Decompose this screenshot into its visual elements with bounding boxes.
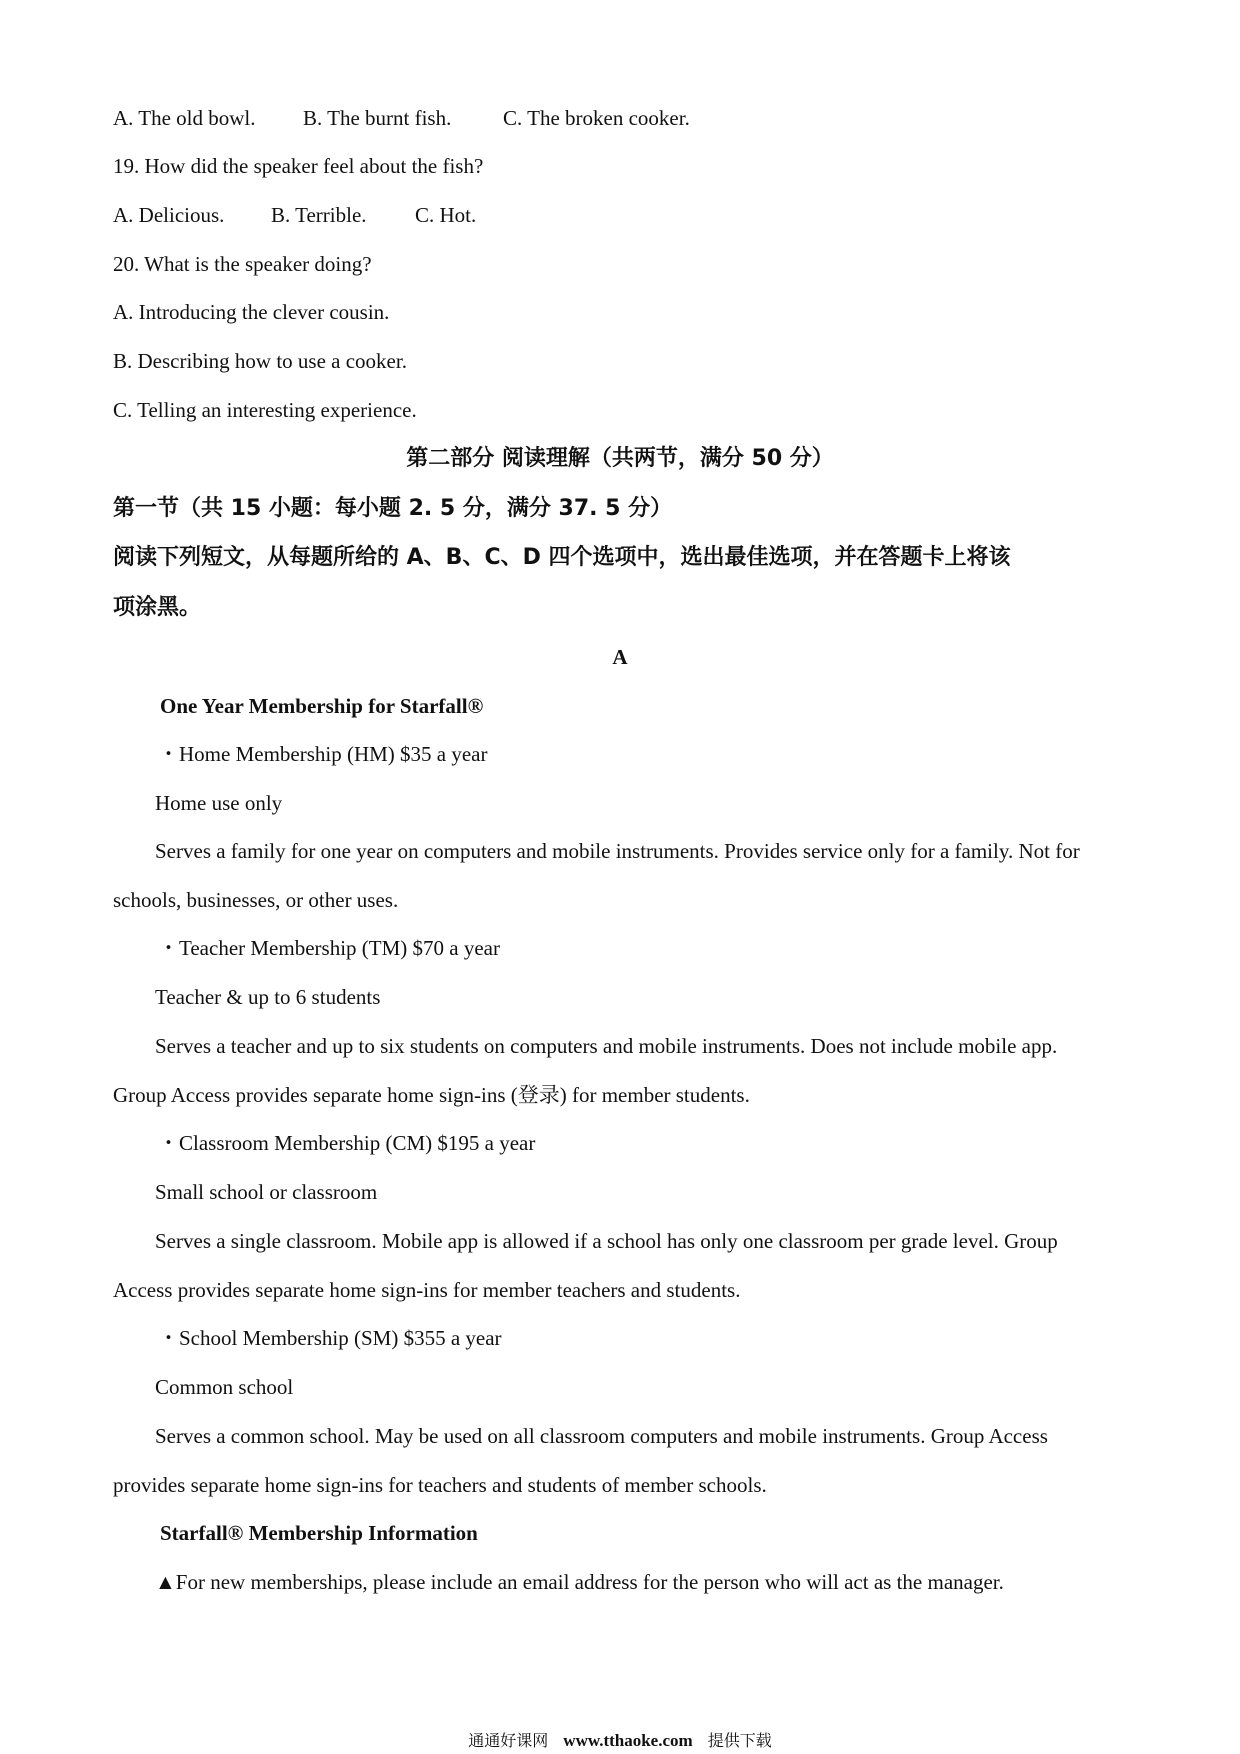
instruction-line-1: 阅读下列短文，从每题所给的 A、B、C、D 四个选项中，选出最佳选项，并在答题卡上将该 — [113, 545, 1011, 570]
footer-download-text: 提供下载 — [707, 1731, 772, 1750]
option-b: B. Terrible. — [271, 203, 367, 227]
page-footer — [0, 1728, 1240, 1751]
membership-title: ・Home Membership (HM) $35 a year — [158, 742, 488, 766]
option-a: A. Delicious. — [113, 203, 225, 227]
membership-desc-cont: Group Access provides separate home sign-ins (登录) for member students. — [113, 1083, 750, 1107]
section1-title: 第一节（共 15 小题：每小题 2. 5 分，满分 37. 5 分） — [113, 496, 673, 521]
question-20: 20. What is the speaker doing? — [113, 252, 372, 276]
q20-option-c: C. Telling an interesting experience. — [113, 398, 417, 422]
footer-url[interactable]: www.tthaoke.com — [563, 1731, 693, 1750]
membership-title: ・Teacher Membership (TM) $70 a year — [158, 936, 500, 960]
question-19: 19. How did the speaker feel about the fish? — [113, 154, 484, 178]
membership-desc-cont: schools, businesses, or other uses. — [113, 888, 399, 912]
passage-heading: One Year Membership for Starfall® — [160, 694, 484, 718]
membership-subtitle: Common school — [155, 1375, 294, 1399]
passage-label: A — [612, 645, 628, 669]
q19-options — [113, 201, 476, 229]
part2-title: 第二部分 阅读理解（共两节，满分 50 分） — [406, 446, 834, 471]
membership-desc: Serves a family for one year on computers and mobile instruments. Provides service only for a family. Not for — [155, 839, 1080, 863]
option-a: A. The old bowl. — [113, 106, 256, 130]
q20-option-a: A. Introducing the clever cousin. — [113, 300, 390, 324]
membership-subtitle: Small school or classroom — [155, 1180, 378, 1204]
option-c: C. Hot. — [415, 203, 477, 227]
membership-title: ・Classroom Membership (CM) $195 a year — [158, 1131, 536, 1155]
option-b: B. The burnt fish. — [303, 106, 452, 130]
membership-title: ・School Membership (SM) $355 a year — [158, 1326, 502, 1350]
membership-desc-cont: provides separate home sign-ins for teachers and students of member schools. — [113, 1473, 767, 1497]
option-c: C. The broken cooker. — [503, 106, 690, 130]
membership-subtitle: Home use only — [155, 791, 283, 815]
info-line: ▲For new memberships, please include an email address for the person who will act as the manager. — [155, 1570, 1004, 1594]
footer-site-name: 通通好课网 — [468, 1731, 549, 1750]
instruction-line-2: 项涂黑。 — [113, 595, 202, 620]
membership-subtitle: Teacher & up to 6 students — [155, 985, 381, 1009]
q20-option-b: B. Describing how to use a cooker. — [113, 349, 407, 373]
membership-desc-cont: Access provides separate home sign-ins for member teachers and students. — [113, 1278, 741, 1302]
membership-desc: Serves a teacher and up to six students on computers and mobile instruments. Does not include mobile app. — [155, 1034, 1058, 1058]
membership-desc: Serves a common school. May be used on all classroom computers and mobile instruments. Group Access — [155, 1424, 1048, 1448]
info-heading: Starfall® Membership Information — [160, 1521, 478, 1545]
membership-desc: Serves a single classroom. Mobile app is allowed if a school has only one classroom per grade level. Group — [155, 1229, 1058, 1253]
q18-options — [113, 104, 690, 132]
